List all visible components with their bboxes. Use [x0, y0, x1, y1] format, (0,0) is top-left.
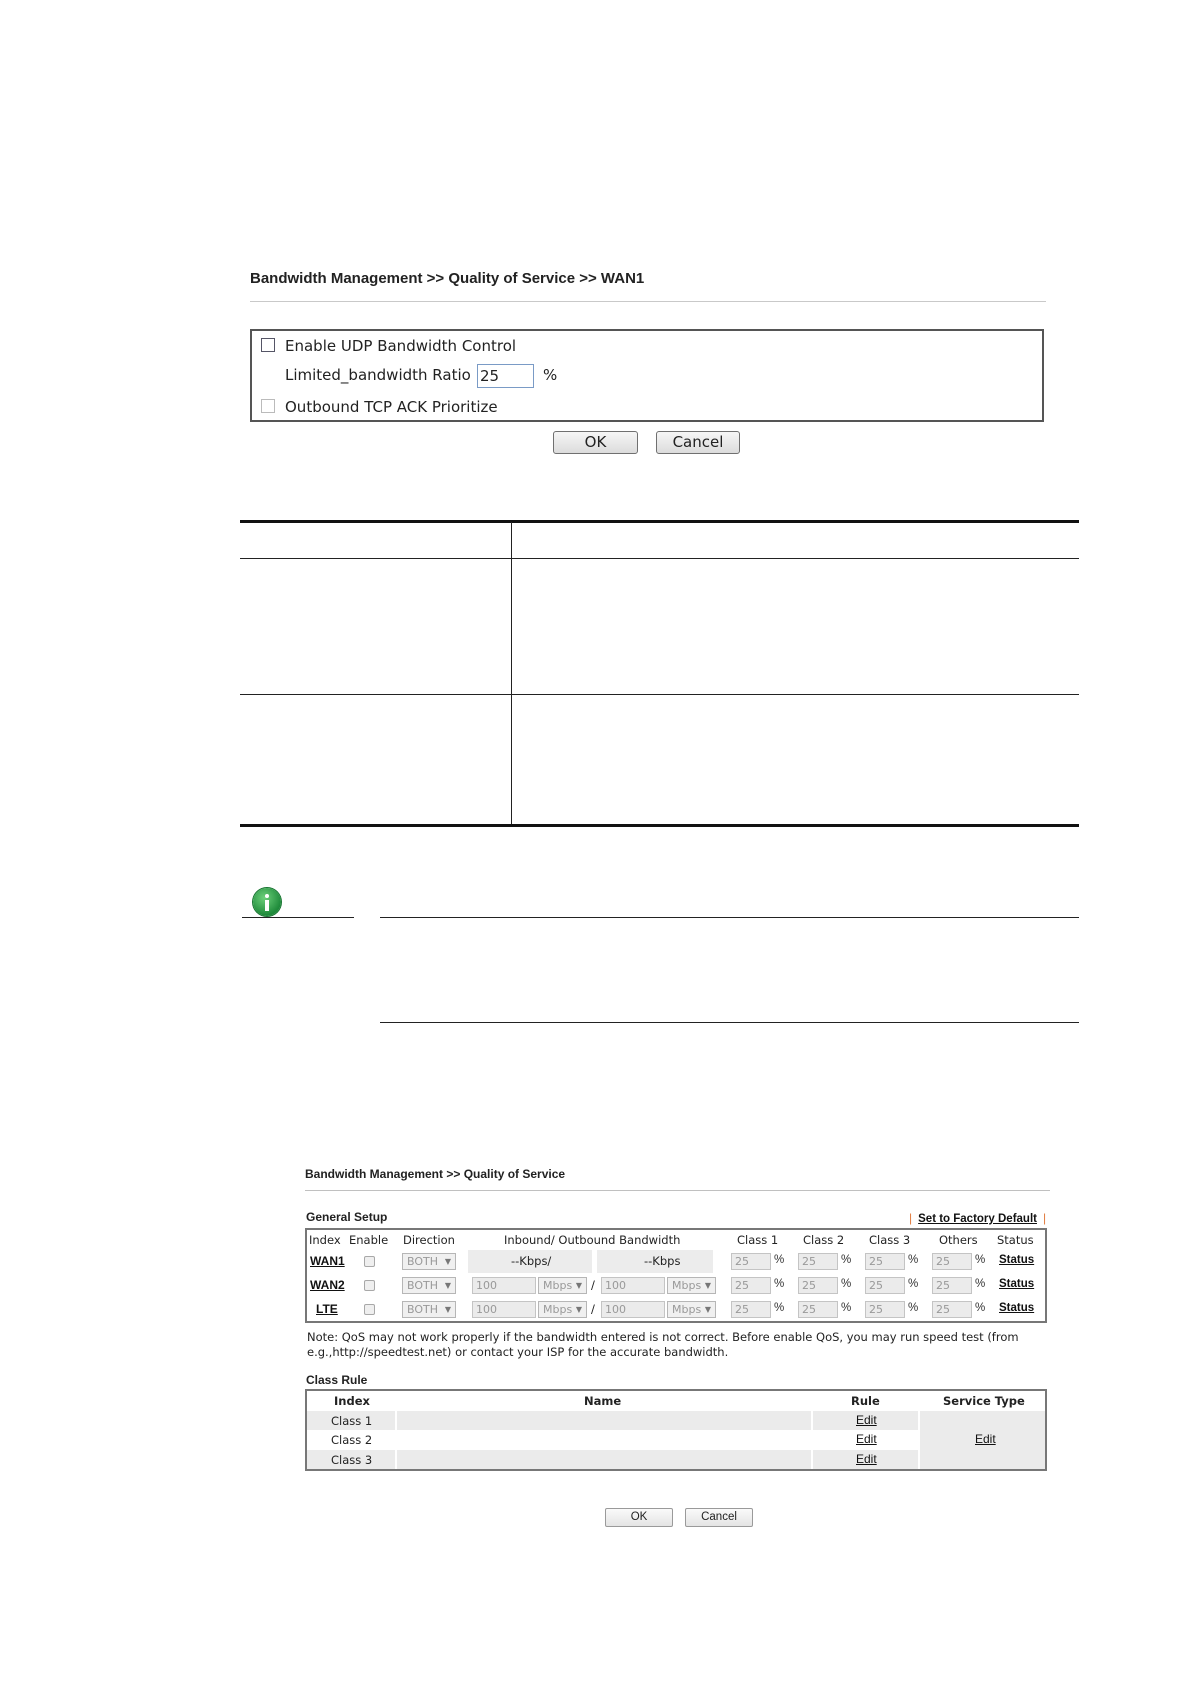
list-item	[307, 1450, 920, 1469]
class1-index: Class 1	[331, 1414, 373, 1428]
chevron-down-icon: ▼	[444, 1305, 451, 1314]
wan2-class2-input[interactable]: 25	[798, 1277, 838, 1294]
wan2-class3-input[interactable]: 25	[865, 1277, 905, 1294]
select-value: BOTH	[407, 1255, 439, 1268]
udp-enable-checkbox[interactable]	[261, 338, 275, 352]
pct-unit: %	[841, 1302, 852, 1314]
pct-unit: %	[975, 1302, 986, 1314]
lte-link[interactable]: LTE	[316, 1302, 338, 1316]
bandwidth-separator: /	[591, 1302, 595, 1316]
lte-outbound-input[interactable]: 100	[601, 1301, 665, 1318]
info-rule-left	[242, 917, 354, 918]
chevron-down-icon: ▼	[704, 1305, 711, 1314]
select-value: Mbps	[672, 1279, 702, 1292]
wan2-others-input[interactable]: 25	[932, 1277, 972, 1294]
pct-unit: %	[841, 1278, 852, 1290]
pct-unit: %	[774, 1278, 785, 1290]
table-row	[307, 1250, 1045, 1273]
wan2-class1-input[interactable]: 25	[731, 1277, 771, 1294]
class2-rule-edit-link[interactable]: Edit	[856, 1432, 877, 1446]
info-icon	[253, 888, 281, 916]
ok-button[interactable]: OK	[605, 1508, 673, 1527]
table-row	[307, 1298, 1045, 1321]
table-row-rule	[240, 694, 1079, 695]
wan2-direction-select[interactable]	[402, 1277, 456, 1294]
factory-default-link[interactable]: Set to Factory Default	[918, 1213, 1037, 1225]
rule-col-index: Index	[334, 1394, 370, 1408]
pct-unit: %	[908, 1302, 919, 1314]
wan2-enable-checkbox[interactable]	[364, 1280, 375, 1291]
separator: |	[909, 1211, 913, 1225]
wan1-inbound: --Kbps/	[511, 1254, 552, 1268]
udp-enable-label: Enable UDP Bandwidth Control	[285, 337, 517, 355]
divider	[305, 1190, 1050, 1191]
wan1-class1-input[interactable]: 25	[731, 1253, 771, 1270]
wan1-outbound: --Kbps	[644, 1254, 681, 1268]
service-type-edit-link[interactable]: Edit	[975, 1432, 996, 1446]
class3-index: Class 3	[331, 1453, 373, 1467]
rule-col-service: Service Type	[943, 1394, 1025, 1408]
col-others: Others	[939, 1233, 978, 1247]
select-value: BOTH	[407, 1279, 439, 1292]
factory-default-area	[903, 1211, 1052, 1225]
select-value: Mbps	[543, 1303, 573, 1316]
ratio-unit: %	[543, 366, 558, 384]
wan2-outbound-input[interactable]: 100	[601, 1277, 665, 1294]
chevron-down-icon: ▼	[575, 1305, 582, 1314]
table-top-rule	[240, 520, 1079, 523]
wan1-others-input[interactable]: 25	[932, 1253, 972, 1270]
col-status: Status	[997, 1233, 1034, 1247]
wan2-outbound-unit-select[interactable]	[667, 1277, 716, 1294]
pct-unit: %	[975, 1254, 986, 1266]
info-rule-top	[380, 917, 1079, 918]
col-enable: Enable	[349, 1233, 389, 1247]
general-setup-heading: General Setup	[306, 1210, 388, 1224]
chevron-down-icon: ▼	[704, 1281, 711, 1290]
select-value: BOTH	[407, 1303, 439, 1316]
class3-rule-edit-link[interactable]: Edit	[856, 1452, 877, 1466]
tcp-ack-label: Outbound TCP ACK Prioritize	[285, 398, 498, 416]
cell-divider	[811, 1411, 813, 1469]
pct-unit: %	[841, 1254, 852, 1266]
lte-inbound-unit-select[interactable]	[538, 1301, 587, 1318]
lte-class2-input[interactable]: 25	[798, 1301, 838, 1318]
lte-class3-input[interactable]: 25	[865, 1301, 905, 1318]
class-rule-heading: Class Rule	[306, 1373, 368, 1387]
table-header-rule	[240, 558, 1079, 559]
divider	[250, 301, 1046, 302]
class1-rule-edit-link[interactable]: Edit	[856, 1413, 877, 1427]
cell-divider	[918, 1411, 920, 1469]
lte-status-link[interactable]: Status	[999, 1302, 1035, 1314]
list-item	[307, 1411, 920, 1430]
table-row	[307, 1274, 1045, 1297]
wan1-status-link[interactable]: Status	[999, 1254, 1035, 1266]
page-breadcrumb-wan1: Bandwidth Management >> Quality of Service >> WAN1	[250, 270, 645, 287]
lte-direction-select[interactable]	[402, 1301, 456, 1318]
select-value: Mbps	[543, 1279, 573, 1292]
col-class1: Class 1	[737, 1233, 779, 1247]
chevron-down-icon: ▼	[444, 1257, 451, 1266]
pct-unit: %	[908, 1254, 919, 1266]
class2-index: Class 2	[331, 1433, 373, 1447]
col-class3: Class 3	[869, 1233, 911, 1247]
table-column-rule	[511, 522, 512, 824]
col-class2: Class 2	[803, 1233, 845, 1247]
col-direction: Direction	[403, 1233, 455, 1247]
lte-inbound-input[interactable]: 100	[472, 1301, 536, 1318]
table-bottom-rule	[240, 824, 1079, 827]
cell-divider	[395, 1411, 397, 1469]
cancel-button[interactable]: Cancel	[656, 431, 740, 454]
pct-unit: %	[774, 1302, 785, 1314]
lte-outbound-unit-select[interactable]	[667, 1301, 716, 1318]
lte-others-input[interactable]: 25	[932, 1301, 972, 1318]
tcp-ack-checkbox[interactable]	[261, 399, 275, 413]
rule-col-name: Name	[584, 1394, 622, 1408]
wan2-inbound-input[interactable]: 100	[472, 1277, 536, 1294]
pct-unit: %	[774, 1254, 785, 1266]
ratio-input[interactable]: 25	[477, 364, 534, 388]
chevron-down-icon: ▼	[575, 1281, 582, 1290]
qos-note: Note: QoS may not work properly if the bandwidth entered is not correct. Before enable QoS, you may run speed test (from e.g.,http://speedtest.net) or contact your ISP for the accurate bandwidth.	[307, 1330, 1019, 1359]
pct-unit: %	[908, 1278, 919, 1290]
separator: |	[1042, 1211, 1047, 1225]
wan2-inbound-unit-select[interactable]	[538, 1277, 587, 1294]
wan2-status-link[interactable]: Status	[999, 1278, 1035, 1290]
chevron-down-icon: ▼	[444, 1281, 451, 1290]
cancel-button[interactable]: Cancel	[685, 1508, 753, 1527]
col-bandwidth: Inbound/ Outbound Bandwidth	[504, 1233, 681, 1247]
bandwidth-separator: /	[591, 1278, 595, 1292]
col-index: Index	[309, 1233, 341, 1247]
wan1-class3-input[interactable]: 25	[865, 1253, 905, 1270]
info-rule-bottom	[380, 1022, 1079, 1023]
wan1-class2-input[interactable]: 25	[798, 1253, 838, 1270]
wan1-link[interactable]: WAN1	[310, 1254, 345, 1268]
rule-col-rule: Rule	[851, 1394, 880, 1408]
page-breadcrumb-qos: Bandwidth Management >> Quality of Service	[305, 1167, 566, 1181]
ratio-label: Limited_bandwidth Ratio	[285, 366, 471, 384]
pct-unit: %	[975, 1278, 986, 1290]
lte-enable-checkbox[interactable]	[364, 1304, 375, 1315]
ok-button[interactable]: OK	[553, 431, 638, 454]
lte-class1-input[interactable]: 25	[731, 1301, 771, 1318]
select-value: Mbps	[672, 1303, 702, 1316]
wan2-link[interactable]: WAN2	[310, 1278, 345, 1292]
wan1-enable-checkbox[interactable]	[364, 1256, 375, 1267]
wan1-direction-select[interactable]	[402, 1253, 456, 1270]
